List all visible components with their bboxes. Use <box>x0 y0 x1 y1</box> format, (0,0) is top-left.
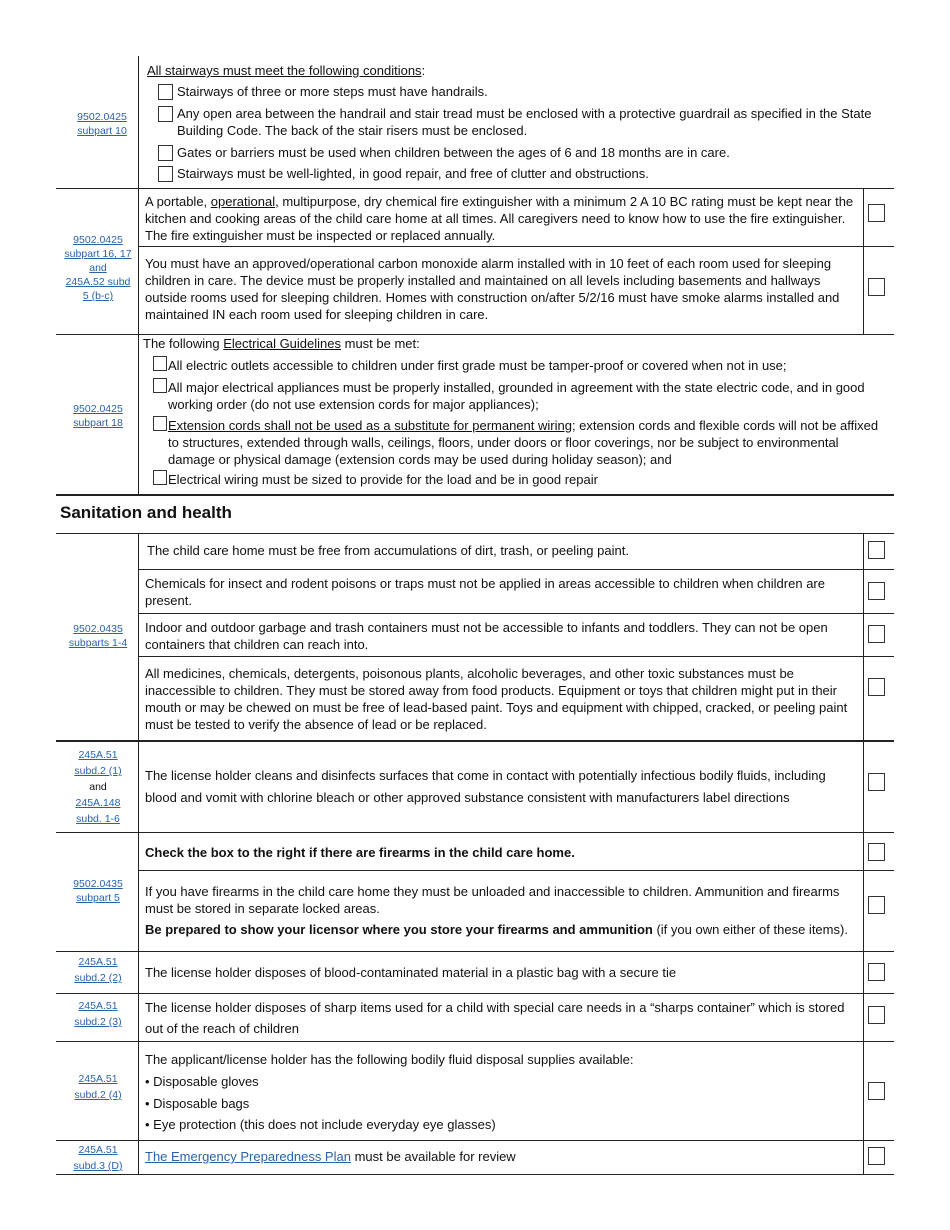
sanitation-checkbox-4[interactable] <box>868 678 885 696</box>
electrical-ref-link[interactable]: subpart 18 <box>73 417 123 429</box>
disinfect-ref-link[interactable]: 245A.51 <box>78 749 118 761</box>
stairways-item: Stairways must be well-lighted, in good repair, and free of clutter and obstructions. <box>177 166 649 181</box>
blood-text: The license holder disposes of blood-contaminated material in a plastic bag with a secure tie <box>145 965 677 980</box>
disinfect-ref-link[interactable]: subd.2 (1) <box>74 765 122 777</box>
supplies-intro: The applicant/license holder has the following bodily fluid disposal supplies available: <box>145 1052 634 1067</box>
firearms-prepared-text: Be prepared to show your licensor where you store your firearms and ammunition (if you own either of these items). <box>145 922 848 937</box>
stairways-checkbox-1[interactable] <box>158 84 173 100</box>
stairways-item: Any open area between the handrail and stair tread must be enclosed with a protective guardrail as specified in the State Building Code. The back of the stair risers must be enclosed. <box>177 106 872 138</box>
sanitation-row-text: All medicines, chemicals, detergents, poisonous plants, alcoholic beverages, and other toxic substances must be inaccessible to children. They must be stored away from food products. Equipment or toys that children might put in their mouth or may be chewed on must be free of lead-based paint. Toys and equipment with chipped, cracked, or peeling paint must be tested to verify the absence of lead or be replaced. <box>145 666 848 732</box>
disinfect-ref-link[interactable]: subd. 1-6 <box>76 813 120 825</box>
disinfect-ref <box>56 747 140 827</box>
row-divider <box>56 533 894 534</box>
sharps-checkbox[interactable] <box>868 1006 885 1024</box>
sanitation-row-text: Indoor and outdoor garbage and trash containers must not be accessible to infants and toddlers. They can not be open containers that children can reach into. <box>145 620 828 652</box>
disinfect-ref-and: and <box>89 781 107 793</box>
row-divider <box>56 188 894 189</box>
electrical-item: All electric outlets accessible to children under first grade must be tamper-proof or covered when not in use; <box>168 358 787 373</box>
firearms-present-checkbox[interactable] <box>868 843 885 861</box>
stairways-ref-link[interactable]: subpart 10 <box>77 125 127 137</box>
stairways-item: Gates or barriers must be used when children between the ages of 6 and 18 months are in care. <box>177 145 730 160</box>
supplies-item: • Eye protection (this does not include everyday eye glasses) <box>145 1117 496 1132</box>
extinguisher-text: A portable, operational, multipurpose, dry chemical fire extinguisher with a minimum 2 A 10 BC rating must be kept near the kitchen and cooking areas of the child care home at all times. All caregivers need to know how to use the fire extinguisher. The fire extinguisher must be inspected or replaced annually. <box>145 194 854 243</box>
supplies-item: • Disposable gloves <box>145 1074 259 1089</box>
disinfect-text: The license holder cleans and disinfects surfaces that come in contact with potentially infectious bodily fluids, including blood and vomit with chlorine bleach or other approved substance consistent with manufacturers label directions <box>145 768 826 805</box>
row-divider <box>138 656 894 657</box>
supplies-ref-link[interactable]: 245A.51 <box>78 1073 118 1085</box>
row-divider <box>56 832 894 833</box>
stairways-intro: All stairways must meet the following conditions: <box>147 63 426 78</box>
check-column-divider-top <box>863 188 864 334</box>
row-divider <box>138 569 894 570</box>
firearms-text: If you have firearms in the child care home they must be unloaded and inaccessible to children. Ammunition and firearms must be stored in separate locked areas. <box>145 884 840 916</box>
extinguisher-ref-link[interactable]: 9502.0425 <box>73 234 123 246</box>
row-divider <box>56 1041 894 1042</box>
disinfect-ref-link[interactable]: 245A.148 <box>75 797 121 809</box>
electrical-item: Electrical wiring must be sized to provide for the load and be in good repair <box>168 472 598 487</box>
blood-ref-link[interactable]: 245A.51 <box>78 956 118 968</box>
sanitation-ref-link[interactable]: subparts 1-4 <box>68 637 128 649</box>
row-divider <box>56 993 894 994</box>
sanitation-checkbox-2[interactable] <box>868 582 885 600</box>
row-divider <box>56 494 894 496</box>
sanitation-row-text: The child care home must be free from accumulations of dirt, trash, or peeling paint. <box>147 543 629 558</box>
electrical-checkbox-1[interactable] <box>153 356 167 371</box>
row-divider <box>138 870 894 871</box>
extinguisher-ref-link[interactable]: subpart 16, 17 <box>64 248 132 260</box>
co-alarm-checkbox[interactable] <box>868 278 885 296</box>
firearms-ref-link[interactable]: 9502.0435 <box>73 878 123 890</box>
blood-ref <box>56 954 140 986</box>
row-divider <box>138 246 894 247</box>
row-divider <box>56 740 894 742</box>
extinguisher-ref <box>56 233 140 303</box>
supplies-checkbox[interactable] <box>868 1082 885 1100</box>
row-divider <box>138 613 894 614</box>
stairways-checkbox-3[interactable] <box>158 145 173 161</box>
stairways-checkbox-4[interactable] <box>158 166 173 182</box>
electrical-checkbox-3[interactable] <box>153 416 167 431</box>
sharps-text: The license holder disposes of sharp items used for a child with special care needs in a “sharps container” which is stored out of the reach of children <box>145 1000 845 1036</box>
section-heading: Sanitation and health <box>60 503 232 522</box>
emergency-ref-link[interactable]: 245A.51 <box>78 1144 118 1156</box>
electrical-ref-link[interactable]: 9502.0425 <box>73 403 123 415</box>
row-divider <box>56 1174 894 1175</box>
sharps-ref-link[interactable]: subd.2 (3) <box>74 1016 122 1028</box>
check-column-divider <box>863 533 864 1174</box>
stairways-checkbox-2[interactable] <box>158 106 173 122</box>
sanitation-checkbox-1[interactable] <box>868 541 885 559</box>
emergency-plan-link[interactable]: The Emergency Preparedness Plan <box>145 1149 351 1164</box>
electrical-ref <box>56 402 140 430</box>
disinfect-checkbox[interactable] <box>868 773 885 791</box>
firearms-check-text: Check the box to the right if there are firearms in the child care home. <box>145 845 575 860</box>
electrical-checkbox-4[interactable] <box>153 470 167 485</box>
electrical-intro: The following Electrical Guidelines must be met: <box>143 336 420 351</box>
stairways-ref <box>60 110 144 138</box>
firearms-ref-link[interactable]: subpart 5 <box>76 892 120 904</box>
emergency-checkbox[interactable] <box>868 1147 885 1165</box>
stairways-ref-link[interactable]: 9502.0425 <box>77 111 127 123</box>
extinguisher-checkbox[interactable] <box>868 204 885 222</box>
supplies-ref-link[interactable]: subd.2 (4) <box>74 1089 122 1101</box>
supplies-ref <box>56 1071 140 1103</box>
firearms-checkbox[interactable] <box>868 896 885 914</box>
firearms-ref <box>56 877 140 905</box>
row-divider <box>56 951 894 952</box>
emergency-ref-link[interactable]: subd.3 (D) <box>73 1160 123 1172</box>
electrical-checkbox-2[interactable] <box>153 378 167 393</box>
sanitation-ref <box>56 622 140 650</box>
extinguisher-ref-link[interactable]: and <box>89 262 107 274</box>
sanitation-ref-link[interactable]: 9502.0435 <box>73 623 123 635</box>
emergency-text: The Emergency Preparedness Plan must be available for review <box>145 1149 516 1164</box>
extinguisher-ref-link[interactable]: 245A.52 subd <box>65 276 131 288</box>
extinguisher-ref-link[interactable]: 5 (b-c) <box>82 290 114 302</box>
electrical-item: All major electrical appliances must be properly installed, grounded in agreement with the state electric code, and in good working order (do not use extension cords for major appliances); <box>168 380 865 412</box>
sanitation-checkbox-3[interactable] <box>868 625 885 643</box>
co-alarm-text: You must have an approved/operational carbon monoxide alarm installed with in 10 feet of each room used for sleeping children in care. The device must be properly installed and maintained on all levels including basements and hallways outside rooms used for sleeping children. Homes with construction on/after 5/2/16 must have smoke alarms installed and maintained IN each room used for sleeping children in care. <box>145 256 840 322</box>
row-divider <box>56 1140 894 1141</box>
emergency-ref <box>56 1142 140 1174</box>
supplies-item: • Disposable bags <box>145 1096 250 1111</box>
stairways-item: Stairways of three or more steps must have handrails. <box>177 84 488 99</box>
blood-ref-link[interactable]: subd.2 (2) <box>74 972 122 984</box>
blood-checkbox[interactable] <box>868 963 885 981</box>
sharps-ref <box>56 998 140 1030</box>
sanitation-row-text: Chemicals for insect and rodent poisons or traps must not be applied in areas accessible to children when children are present. <box>145 576 825 608</box>
electrical-item: Extension cords shall not be used as a substitute for permanent wiring; extension cords and flexible cords will not be affixed to structures, extended through walls, ceilings, floors, under doors or floor coverings, nor be subject to environmental damage or physical damage (extension cords may be used during holiday season); and <box>168 418 879 467</box>
sharps-ref-link[interactable]: 245A.51 <box>78 1000 118 1012</box>
